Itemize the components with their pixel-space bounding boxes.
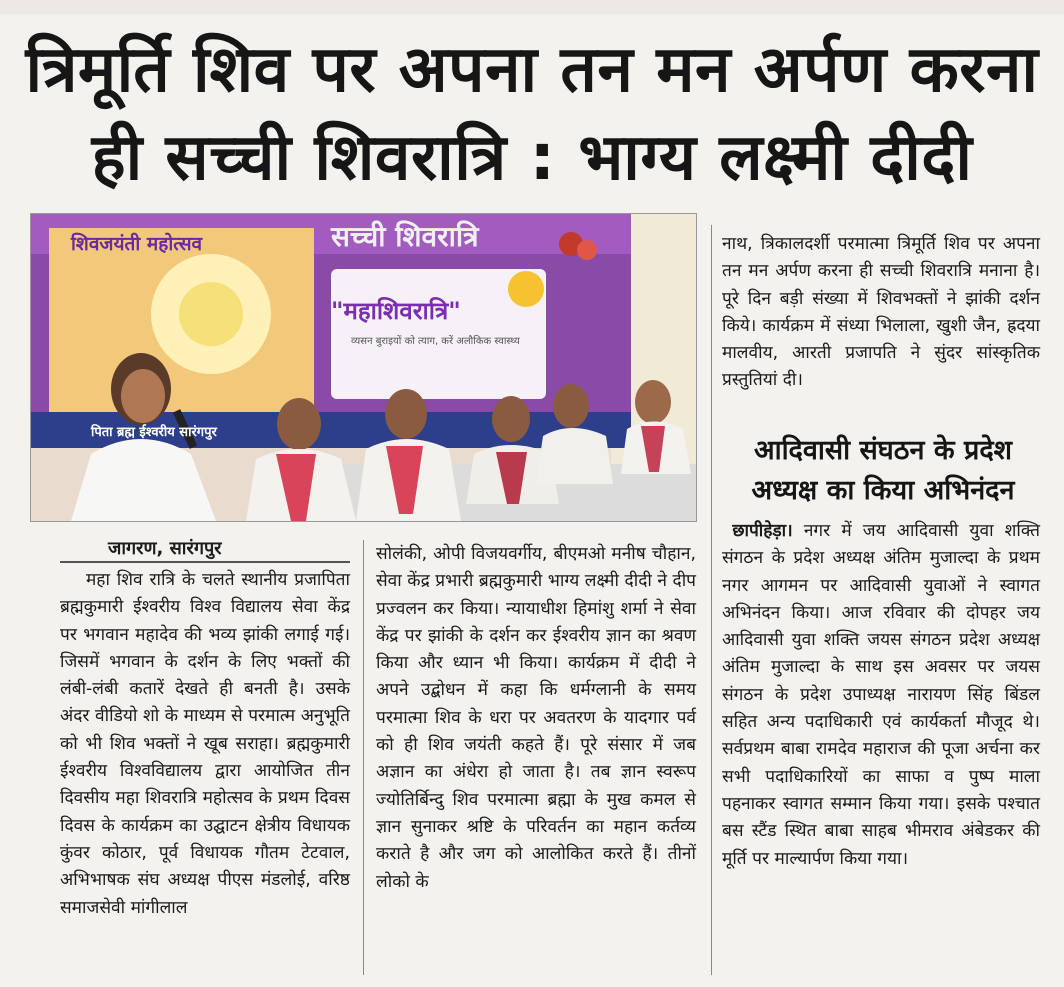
second-headline-line1: आदिवासी संघठन के प्रदेश [753,435,1013,466]
banner-top-text: सच्ची शिवरात्रि [331,220,479,253]
article-column-2 [376,541,696,896]
article-column-1 [60,567,350,922]
dateline: छापीहेड़ा। [732,521,793,541]
banner-sub-text: व्यसन बुराइयों को त्याग, करें अलौकिक स्वास्थ्य [351,336,520,347]
banner-center-text: "महाशिवरात्रि" [331,297,461,325]
event-photo [30,213,697,522]
second-article-body [722,518,1040,873]
main-headline-line2: ही सच्ची शिवरात्रि : भाग्य लक्ष्मी दीदी [91,121,973,195]
main-headline-line1: त्रिमूर्ति शिव पर अपना तन मन अर्पण करना [25,33,1039,107]
banner-bottom-text: पिता ब्रह्म ईश्वरीय सारंगपुर [91,425,217,440]
byline-rule [60,561,350,563]
second-article-text: नगर में जय आदिवासी युवा शक्ति संगठन के प्रदेश अध्यक्ष अंतिम मुजाल्दा के प्रथम नगर आगमन पर आदिवासी युवाओं ने स्वागत अभिनंदन किया। आज रविवार की दोपहर जय आदिवासी युवा शक्ति जयस संगठन प्रदेश अध्यक्ष अंतिम मुजाल्दा के साथ इस अवसर पर जयस संगठन के प्रदेश उपाध्यक्ष नारायण सिंह बिंडल सहित अन्य पदाधिकारी एवं कार्यकर्ता मौजूद थे। सर्वप्रथम बाबा रामदेव महाराज की पूजा अर्चना कर सभी पदाधिकारियों का साफा व पुष्प माला पहनाकर स्वागत सम्मान किया गया। इसके पश्चात बस स्टैंड स्थित बाबा साहब भीमराव अंबेडकर की मूर्ति पर माल्यार्पण किया गया। [722,521,1040,869]
article-column-3 [722,231,1040,395]
article-paragraph: महा शिव रात्रि के चलते स्थानीय प्रजापिता ब्रह्मकुमारी ईश्वरीय विश्व विद्यालय सेवा केंद्र पर भगवान महादेव की भव्य झांकी लगाई गई। जिसमें भगवान के दर्शन के लिए भक्तों की लंबी-लंबी कतारें देखते ही बनती है। उसके अंदर वीडियो शो के माध्यम से परमात्म अनुभूति को भी शिव भक्तों ने खूब सराहा। ब्रह्मकुमारी ईश्वरीय विश्वविद्यालय द्वारा आयोजित तीन दिवसीय महा शिवरात्रि महोत्सव के प्रथम दिवस दिवस के कार्यक्रम का उद्घाटन क्षेत्रीय विधायक कुंवर कोठार, पूर्व विधायक गौतम टेटवाल, अभिभाषक संघ अध्यक्ष पीएस मंडलोई, वरिष्ठ समाजसेवी मांगीलाल [60,570,350,918]
banner-left-text: शिवजयंती महोत्सव [71,233,203,255]
column-divider [363,540,364,975]
article-byline: जागरण, सारंगपुर [108,538,222,559]
article-paragraph [722,518,1040,873]
article-paragraph: नाथ, त्रिकालदर्शी परमात्मा त्रिमूर्ति शिव पर अपना तन मन अर्पण करना ही सच्ची शिवरात्रि मनाना है। पूरे दिन बड़ी संख्या में शिवभक्तों ने झांकी दर्शन किये। कार्यक्रम में संध्या भिलाला, खुशी जैन, ह्रदया मालवीय, आरती प्रजापति ने सुंदर सांस्कृतिक प्रस्तुतियां दी। [722,234,1040,391]
column-divider [711,225,712,975]
second-headline-line2: अध्यक्ष का किया अभिनंदन [751,475,1015,506]
page-top-strip [0,0,1064,14]
article-paragraph: सोलंकी, ओपी विजयवर्गीय, बीएमओ मनीष चौहान, सेवा केंद्र प्रभारी ब्रह्मकुमारी भाग्य लक्ष्मी दीदी ने दीप प्रज्वलन कर किया। न्यायाधीश हिमांशु शर्मा ने सेवा केंद्र पर झांकी के दर्शन कर ईश्वरीय ज्ञान का श्रवण किया और ध्यान भी किया। कार्यक्रम में दीदी ने अपने उद्बोधन में कहा कि धर्मग्लानी के समय परमात्मा शिव के धरा पर अवतरण के यादगार पर्व को ही शिव जयंती कहते हैं। पूरे संसार में जब अज्ञान का अंधेरा हो जाता है। तब ज्ञान स्वरूप ज्योतिर्बिन्दु शिव परमात्मा ब्रह्मा के मुख कमल से ज्ञान सुनाकर श्रष्टि के परिवर्तन का महान कर्तव्य कराते है और जग को आलोकित करते हैं। तीनों लोको के [376,544,696,892]
